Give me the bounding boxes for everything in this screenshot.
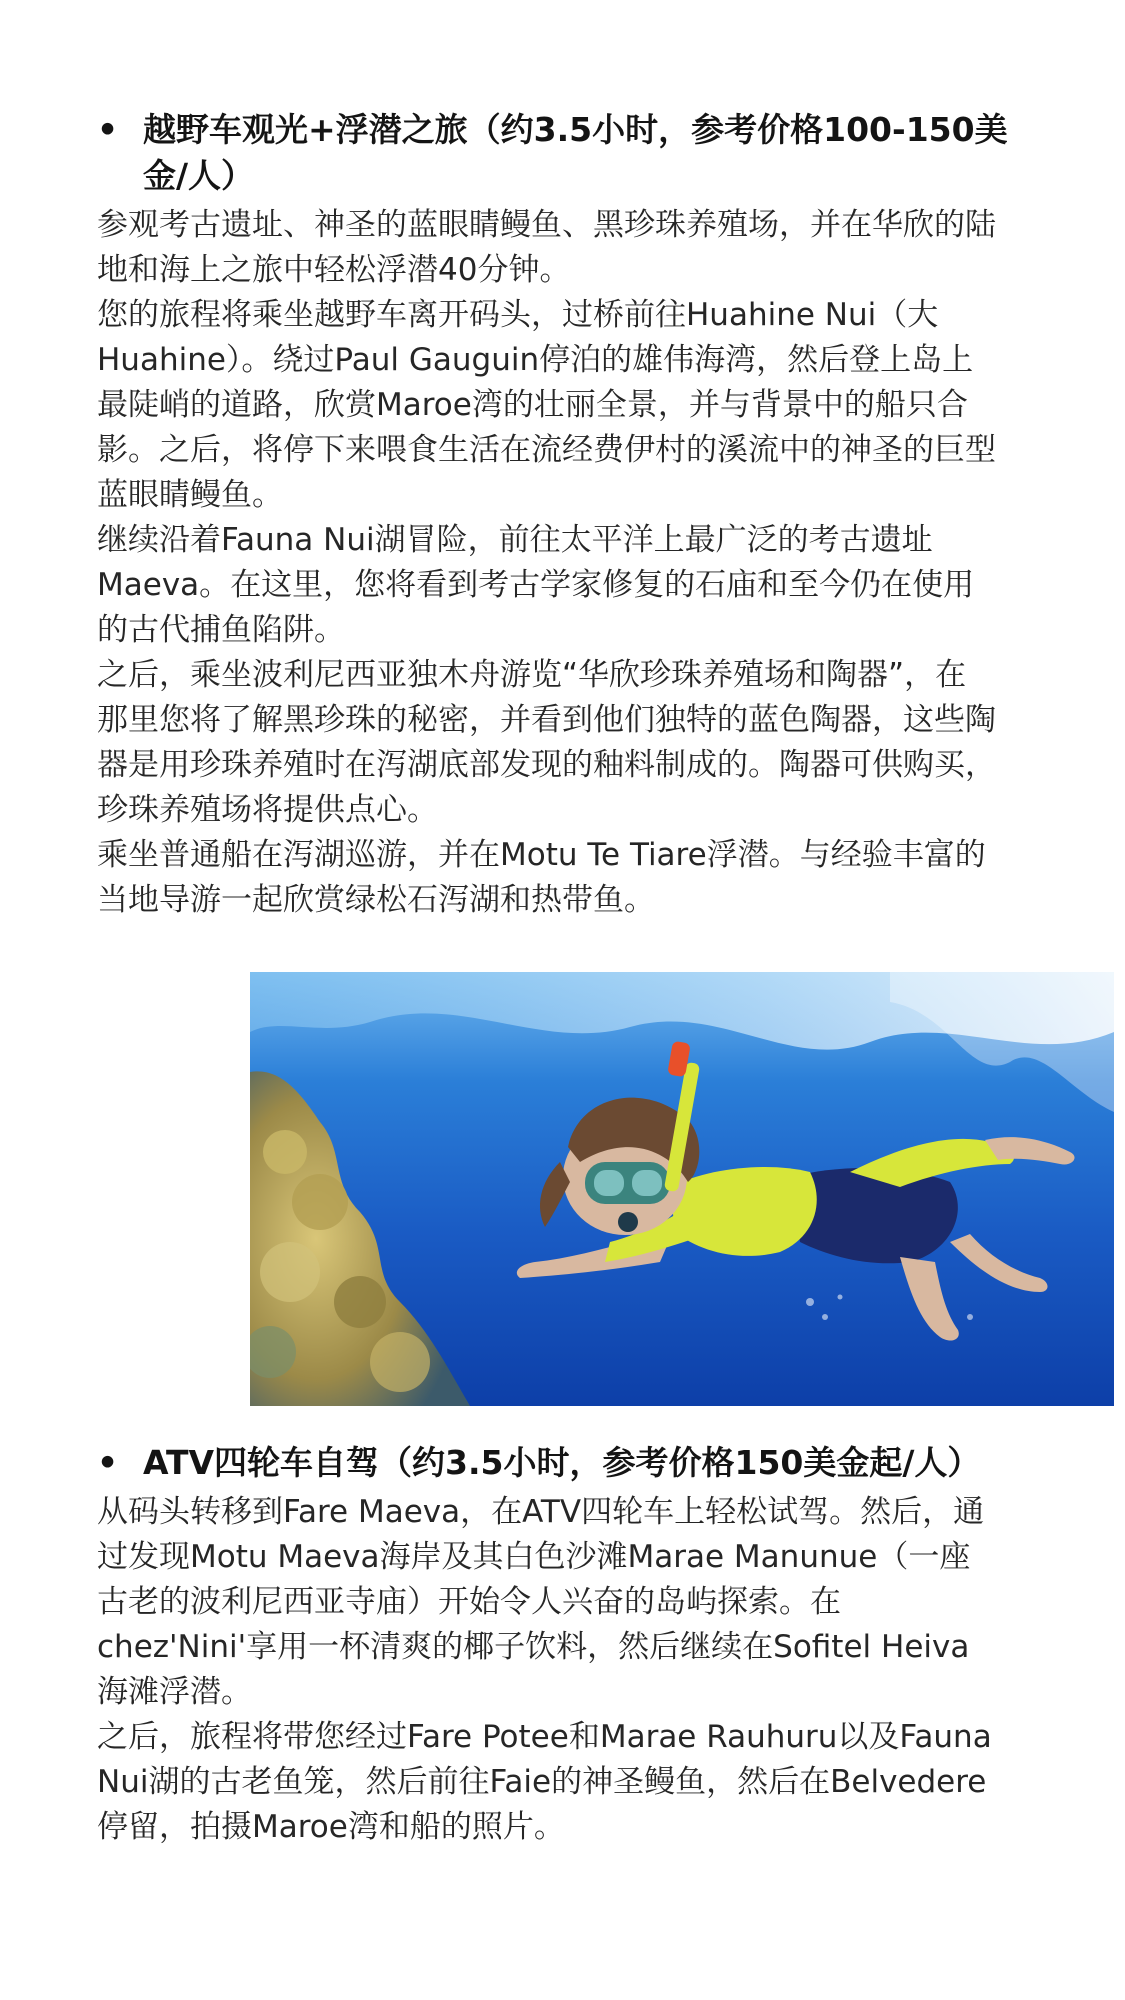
section-heading — [97, 107, 1015, 199]
paragraph-maeva: 继续沿着Fauna Nui湖冒险，前往太平洋上最广泛的考古遗址Maeva。在这里，您将看到考古学家修复的石庙和至今仍在使用的古代捕鱼陷阱。 — [97, 522, 975, 648]
paragraph-itinerary: 您的旅程将乘坐越野车离开码头，过桥前往Huahine Nui（大Huahine）。绕过Paul Gauguin停泊的雄伟海湾，然后登上岛上最陡峭的道路，欣赏Maroe湾的壮丽全景，并与背景中的船只合影。之后，将停下来喂食生活在流经费伊村的溪流中的神圣的巨型蓝眼睛鳗鱼。 — [97, 297, 996, 513]
paragraph-atv-intro: 从码头转移到Fare Maeva，在ATV四轮车上轻松试驾。然后，通过发现Motu Maeva海岸及其白色沙滩Marae Manunue（一座古老的波利尼西亚寺庙）开始令人兴奋的岛屿探索。在chez'Nini'享用一杯清爽的椰子饮料，然后继续在Sofitel Heiva海滩浮潜。 — [97, 1494, 985, 1710]
tour-section-atv — [97, 1440, 997, 1850]
paragraph-lagoon-cruise: 乘坐普通船在泻湖巡游，并在Motu Te Tiare浮潜。与经验丰富的当地导游一起欣赏绿松石泻湖和热带鱼。 — [97, 837, 986, 918]
tour-section-offroad-snorkel — [97, 107, 1008, 923]
snorkeler-illustration — [250, 972, 1114, 1406]
section-heading-text: ATV四轮车自驾（约3.5小时，参考价格150美金起/人） — [143, 1443, 981, 1482]
paragraph-pearl-farm: 之后，乘坐波利尼西亚独木舟游览“华欣珍珠养殖场和陶器”，在那里您将了解黑珍珠的秘密，并看到他们独特的蓝色陶器，这些陶器是用珍珠养殖时在泻湖底部发现的釉料制成的。陶器可供购买，珍珠养殖场将提供点心。 — [97, 657, 996, 828]
bullet-icon: • — [97, 1443, 119, 1482]
paragraph-atv-route: 之后，旅程将带您经过Fare Potee和Marae Rauhuru以及Fauna Nui湖的古老鱼笼，然后前往Faie的神圣鳗鱼，然后在Belvedere停留，拍摄Maroe湾和船的照片。 — [97, 1719, 992, 1845]
section-heading-text: 越野车观光+浮潜之旅（约3.5小时，参考价格100-150美金/人） — [143, 110, 1008, 195]
bullet-icon: • — [97, 110, 119, 149]
paragraph-intro: 参观考古遗址、神圣的蓝眼睛鳗鱼、黑珍珠养殖场，并在华欣的陆地和海上之旅中轻松浮潜40分钟。 — [97, 207, 996, 288]
snorkeler-photo — [250, 972, 1114, 1406]
section-heading — [97, 1440, 1015, 1486]
